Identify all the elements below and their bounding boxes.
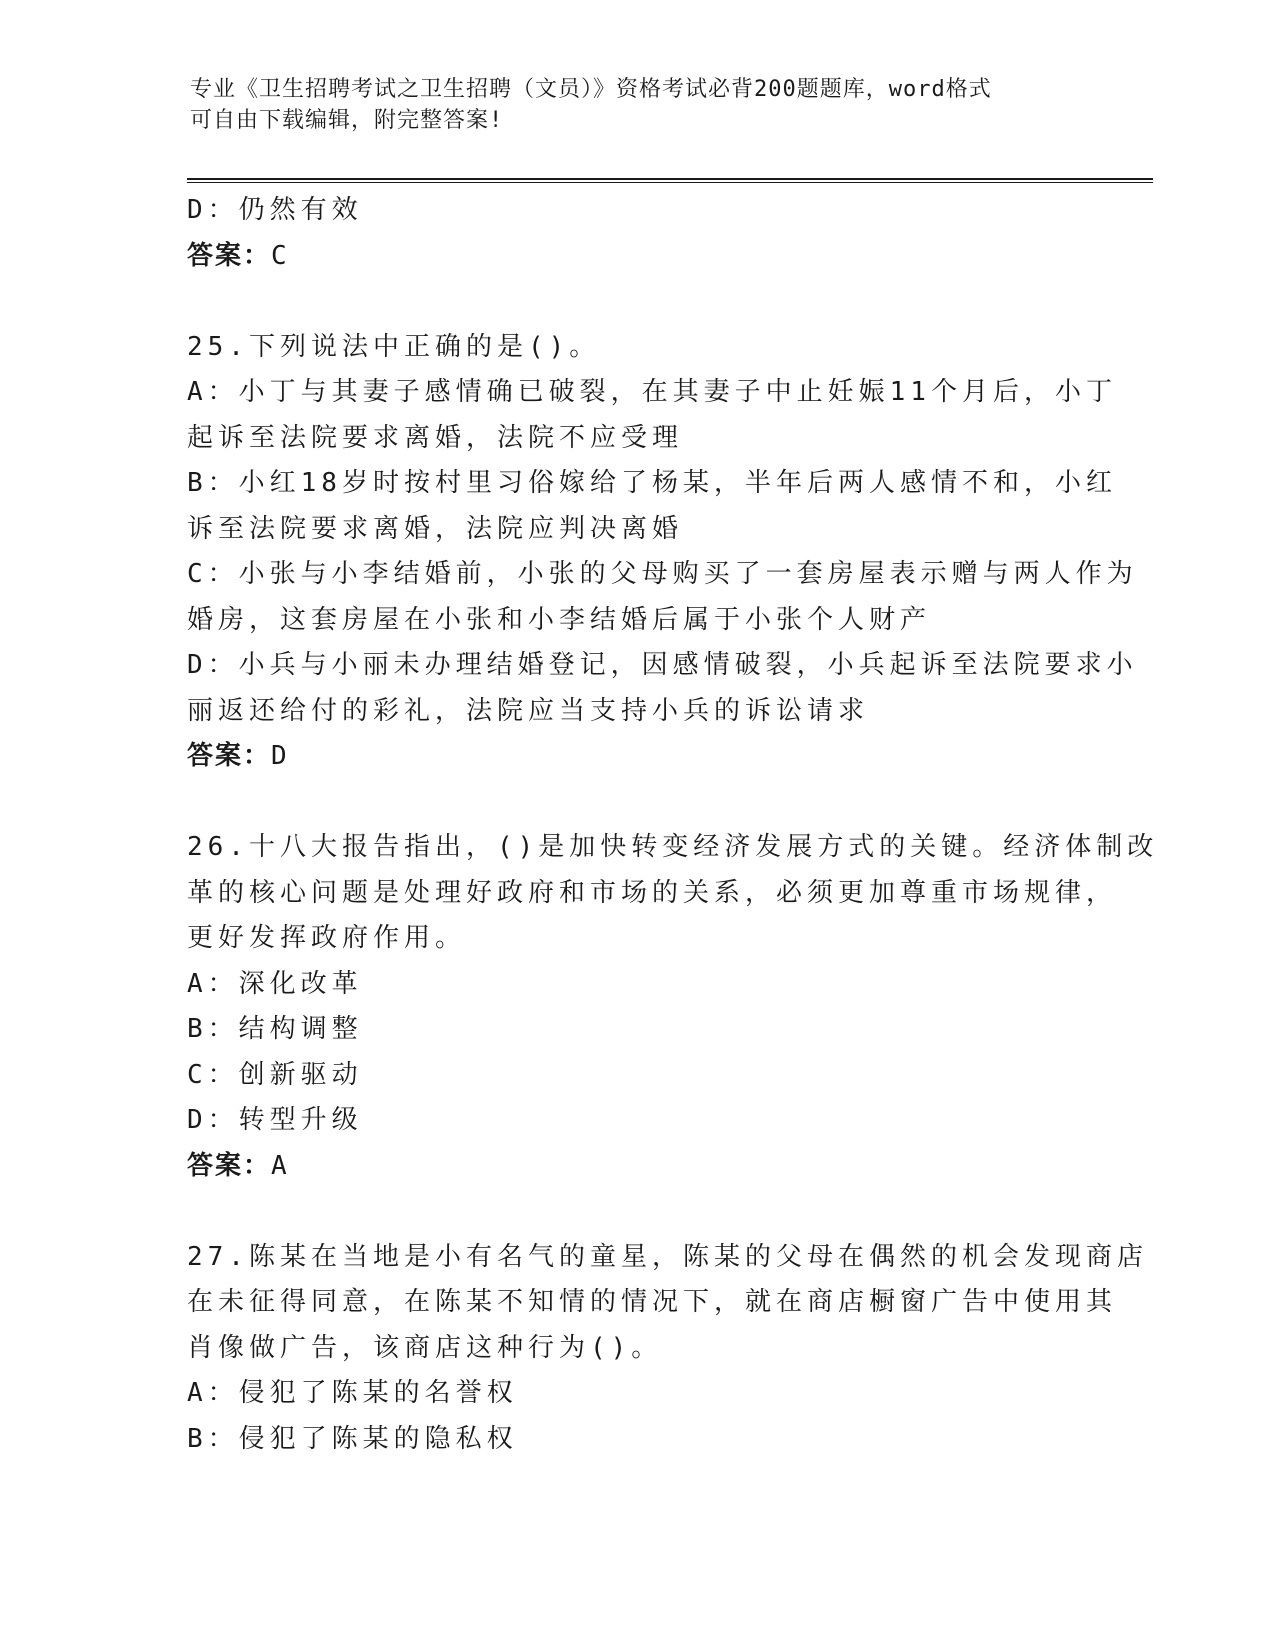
option-d: D：小兵与小丽未办理结婚登记，因感情破裂，小兵起诉至法院要求小	[187, 650, 1138, 680]
question-27	[187, 1235, 1148, 1463]
question-stem: 26.十八大报告指出，()是加快转变经济发展方式的关键。经济体制改	[187, 832, 1159, 862]
option-c-cont: 婚房，这套房屋在小张和小李结婚后属于小张个人财产	[187, 604, 932, 635]
option-b-cont: 诉至法院要求离婚，法院应判决离婚	[187, 513, 684, 544]
option-c: C：小张与小李结婚前，小张的父母购买了一套房屋表示赠与两人作为	[187, 559, 1138, 589]
header-divider	[187, 178, 1153, 183]
answer-line	[187, 734, 1087, 780]
question-stem-cont: 更好发挥政府作用。	[187, 923, 467, 953]
answer-label: 答案：	[187, 240, 272, 271]
header-line-2: 可自由下载编辑，附完整答案!	[190, 108, 504, 133]
answer-value: C	[271, 240, 289, 271]
spacer	[187, 1189, 1087, 1235]
previous-question-tail	[187, 188, 1087, 279]
answer-value: A	[271, 1150, 289, 1181]
exam-content	[187, 188, 1159, 1462]
page-header	[190, 74, 1070, 136]
answer-value: D	[271, 741, 289, 771]
answer-line	[187, 234, 1087, 280]
option-a: A：深化改革	[187, 968, 363, 999]
option-b: B：侵犯了陈某的隐私权	[187, 1423, 518, 1454]
answer-label: 答案：	[187, 741, 272, 771]
question-25	[187, 325, 1138, 780]
option-a: A：侵犯了陈某的名誉权	[187, 1378, 518, 1408]
spacer	[187, 780, 1087, 826]
question-stem: 25.下列说法中正确的是()。	[187, 331, 601, 362]
option-a: A：小丁与其妻子感情确已破裂，在其妻子中止妊娠11个月后，小丁	[187, 377, 1117, 407]
header-line-1: 专业《卫生招聘考试之卫生招聘（文员）》资格考试必背200题题库，word格式	[190, 77, 992, 102]
option-d-cont: 丽返还给付的彩礼，法院应当支持小兵的诉讼请求	[187, 695, 870, 726]
answer-label: 答案：	[187, 1150, 272, 1181]
question-stem: 27.陈某在当地是小有名气的童星，陈某的父母在偶然的机会发现商店	[187, 1241, 1148, 1272]
question-26	[187, 825, 1159, 1189]
question-stem-cont: 革的核心问题是处理好政府和市场的关系，必须更加尊重市场规律，	[187, 877, 1118, 908]
question-stem-cont: 在未征得同意，在陈某不知情的情况下，就在商店橱窗广告中使用其	[187, 1287, 1118, 1317]
spacer	[187, 279, 1087, 325]
option-d: D：仍然有效	[187, 195, 363, 225]
option-a-cont: 起诉至法院要求离婚，法院不应受理	[187, 422, 684, 453]
option-b: B：结构调整	[187, 1014, 363, 1044]
option-b: B：小红18岁时按村里习俗嫁给了杨某，半年后两人感情不和，小红	[187, 468, 1117, 498]
question-stem-cont: 肖像做广告，该商店这种行为()。	[187, 1332, 663, 1363]
answer-line	[187, 1144, 1087, 1190]
option-d: D：转型升级	[187, 1105, 363, 1135]
option-c: C：创新驱动	[187, 1059, 363, 1090]
